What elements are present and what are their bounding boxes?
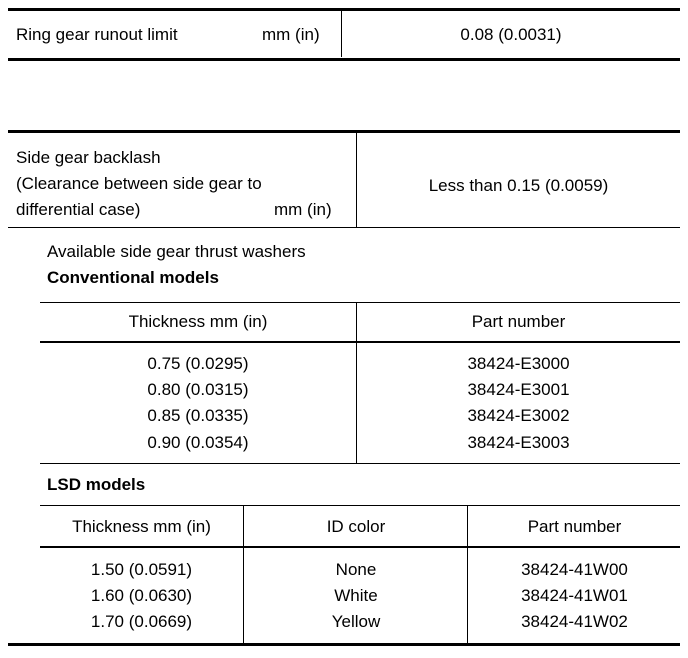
lsd-row-2-part: 38424-41W01 [521, 586, 628, 605]
lsd-header-rule [40, 546, 680, 548]
lsd-row-3-thickness: 1.70 (0.0669) [90, 612, 193, 631]
conventional-row-1-part: 38424-E3000 [467, 354, 570, 373]
conventional-header-rule [40, 341, 680, 343]
conventional-title: Conventional models [47, 268, 219, 287]
lsd-row-2-thickness: 1.60 (0.0630) [90, 586, 193, 605]
conventional-header-part: Part number [471, 312, 566, 331]
runout-top-rule [8, 8, 680, 11]
backlash-label-line-3: differential case) [16, 200, 141, 219]
conventional-row-2-part: 38424-E3001 [467, 380, 570, 399]
runout-value: 0.08 (0.0031) [460, 25, 562, 44]
conventional-row-4-part: 38424-E3003 [467, 433, 570, 452]
backlash-bottom-rule [8, 227, 680, 228]
lsd-row-2-color: White [334, 586, 378, 605]
lsd-row-3-part: 38424-41W02 [521, 612, 628, 631]
conventional-bottom-rule [40, 463, 680, 464]
conventional-top-rule [40, 302, 680, 303]
conventional-row-2-thickness: 0.80 (0.0315) [147, 380, 249, 399]
conventional-row-1-thickness: 0.75 (0.0295) [147, 354, 249, 373]
conventional-row-4-thickness: 0.90 (0.0354) [147, 433, 249, 452]
lsd-row-1-part: 38424-41W00 [521, 560, 628, 579]
conventional-row-3-part: 38424-E3002 [467, 406, 570, 425]
backlash-value: Less than 0.15 (0.0059) [428, 176, 609, 195]
lsd-divider-1 [243, 506, 244, 644]
backlash-label-line-2: (Clearance between side gear to [16, 174, 262, 193]
lsd-header-thickness: Thickness mm (in) [72, 517, 211, 536]
lsd-bottom-rule [8, 643, 680, 646]
lsd-divider-2 [467, 506, 468, 644]
lsd-row-1-thickness: 1.50 (0.0591) [90, 560, 193, 579]
washers-heading: Available side gear thrust washers [47, 242, 306, 261]
runout-bottom-rule [8, 58, 680, 61]
lsd-header-part: Part number [527, 517, 622, 536]
lsd-title: LSD models [47, 475, 146, 494]
lsd-header-color: ID color [326, 517, 386, 536]
runout-unit: mm (in) [262, 25, 320, 44]
backlash-top-rule [8, 130, 680, 133]
backlash-unit: mm (in) [274, 200, 332, 219]
lsd-row-3-color: Yellow [331, 612, 381, 631]
conventional-row-3-thickness: 0.85 (0.0335) [147, 406, 249, 425]
lsd-row-1-color: None [335, 560, 377, 579]
conventional-header-thickness: Thickness mm (in) [128, 312, 268, 331]
runout-label: Ring gear runout limit [16, 25, 178, 44]
lsd-top-rule [40, 505, 680, 506]
backlash-label-line-1: Side gear backlash [16, 148, 161, 167]
